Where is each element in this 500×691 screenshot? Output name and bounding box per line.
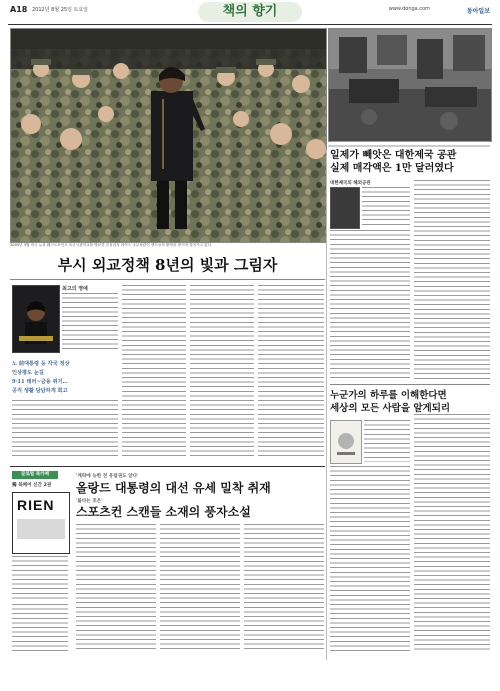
right-mid-book-cover	[330, 420, 362, 464]
side-quote-4: 공직 생활 담담하게 회고	[12, 388, 68, 394]
right-mid-body-col-2	[414, 414, 490, 652]
main-photo-caption: 2005년 3월 미국 뉴욕 웨스트포인트 육군사관학교를 방문한 콘돌리자 라이스 국무장관이 생도들의 환영을 받으며 걸어가고 있다.	[10, 243, 213, 247]
main-photo	[10, 28, 327, 243]
bottom-subhead: '불타는 호은'	[76, 499, 103, 504]
side-quote-1: 노 前대통령 등 각국 정상	[12, 361, 70, 367]
bottom-left-col-text	[12, 604, 68, 652]
bottom-kicker: 글로벌 북카페	[12, 471, 58, 479]
main-side-quotes	[12, 360, 118, 396]
column-separator	[326, 150, 327, 660]
right-top-body-col-1	[330, 230, 410, 380]
main-book-info	[62, 293, 118, 351]
section-title: 책의 향기	[198, 2, 302, 22]
bottom-body-col-3	[244, 524, 324, 652]
bottom-lead: '계략에 능한 전 유럽권도 알다'	[76, 474, 139, 479]
right-mid-book-info	[364, 420, 410, 462]
bottom-headline-2: 스포츠컨 스캔들 소재의 풍자소설	[76, 505, 251, 519]
bottom-body-col-1	[76, 524, 156, 652]
bottom-headline: 올랑드 대통령의 대선 유세 밀착 취재	[76, 481, 271, 495]
right-top-book-title: 대한제국의 해외공관	[330, 181, 371, 186]
main-body-col-3	[258, 285, 324, 460]
main-body-col-1	[122, 285, 186, 460]
right-top-headline-2: 실제 매각액은 1만 달러였다	[330, 163, 454, 174]
main-headline: 부시 외교정책 8년의 빛과 그림자	[57, 256, 278, 274]
bottom-article-top-rule	[10, 466, 325, 467]
right-top-headline-1: 일제가 빼앗은 대한제국 공관	[330, 150, 457, 161]
main-left-col-text	[12, 400, 118, 460]
right-top-book-info	[362, 187, 410, 227]
right-top-body-col-2	[414, 180, 490, 380]
right-mid-rule	[330, 384, 490, 385]
bottom-sub-kicker: 獨 북페어 신간 2권	[12, 483, 52, 488]
side-quote-3: 9·11 테러~금융 위기…	[12, 379, 68, 385]
bottom-book-caption	[12, 556, 68, 600]
site-url: www.donga.com	[388, 6, 430, 12]
main-book-title: 최고의 영예	[62, 286, 88, 292]
newspaper-name: 동아일보	[466, 8, 490, 15]
right-mid-headline-2: 세상의 모든 사람을 알게되리	[330, 403, 451, 414]
bottom-book-cover	[12, 492, 70, 554]
issue-date: 2012년 8월 25일 토요일	[32, 7, 89, 13]
book-cover-main	[12, 285, 60, 353]
side-quote-2: 인상평도 눈길	[12, 370, 44, 376]
header-divider	[8, 24, 492, 25]
right-mid-headline-1: 누군가의 하루를 이해한다면	[330, 390, 447, 401]
page-number: A18	[10, 5, 28, 14]
main-headline-rule	[10, 279, 325, 280]
bottom-body-col-2	[160, 524, 240, 652]
main-body-col-2	[190, 285, 254, 460]
right-top-book-cover	[330, 187, 360, 229]
right-mid-body-col-1	[330, 466, 410, 652]
legation-photo	[328, 28, 492, 142]
bottom-book-cover-title: RIEN	[17, 497, 55, 513]
